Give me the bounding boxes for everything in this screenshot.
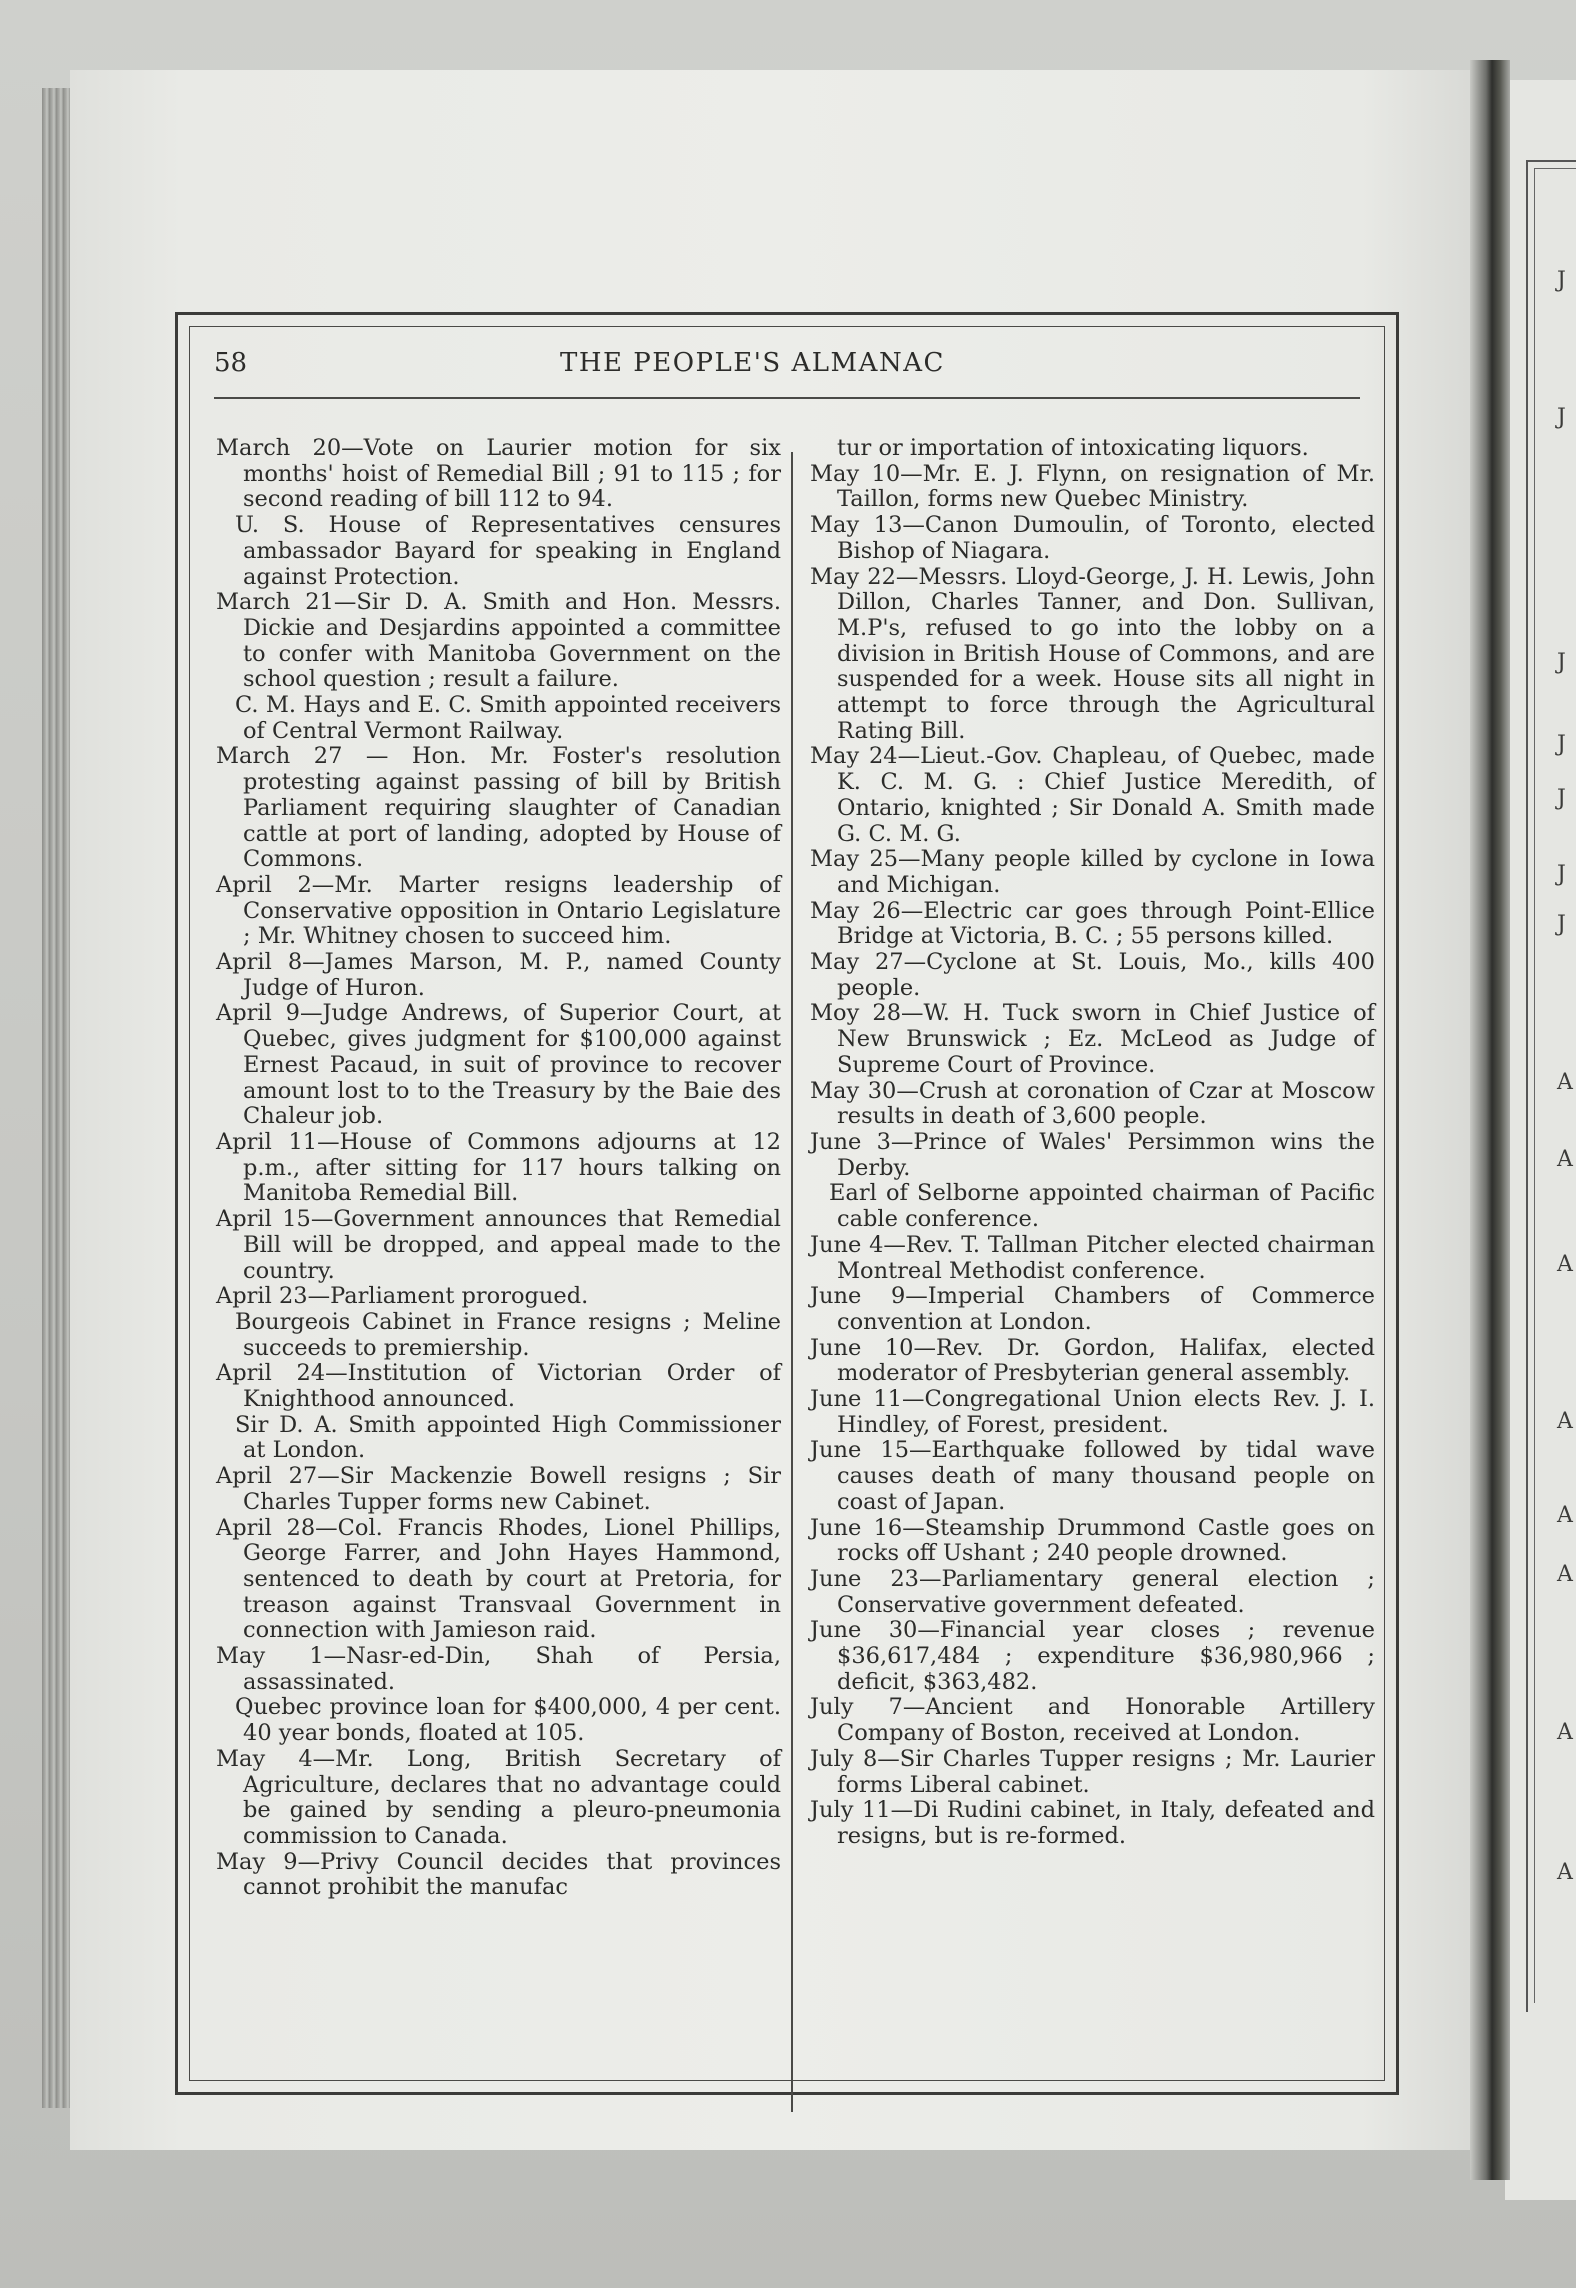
chronology-entry: Bourgeois Cabinet in France resigns ; Meline succeeds to premiership. bbox=[235, 1308, 781, 1361]
chronology-entry: June 23—Parliamentary general election ; Conservative government defeated. bbox=[810, 1565, 1375, 1618]
chronology-entry: June 15—Earthquake followed by tidal wave causes death of many thousand people on coast of Japan. bbox=[810, 1437, 1375, 1515]
chronology-entry: May 22—Messrs. Lloyd-George, J. H. Lewis, John Dillon, Charles Tanner, and Don. Sullivan, M.P's, refused to go into the lobby on a division in British House of Commons, and are suspended for a week. House sits all night in attempt to force through the Agricultural Rating Bill. bbox=[810, 563, 1375, 744]
facing-page-letter: A bbox=[1557, 1409, 1573, 1434]
chronology-entry: March 27 — Hon. Mr. Foster's resolution protesting against passing of bill by British Parliament requiring slaughter of Canadian cattle at port of landing, adopted by House of Commons. bbox=[216, 743, 781, 873]
chronology-entry: Earl of Selborne appointed chairman of Pacific cable conference. bbox=[829, 1180, 1375, 1233]
chronology-entry: June 3—Prince of Wales' Persimmon wins the Derby. bbox=[810, 1128, 1375, 1181]
chronology-entry: June 9—Imperial Chambers of Commerce convention at London. bbox=[810, 1283, 1375, 1335]
facing-page-letter: J bbox=[1557, 786, 1566, 811]
chronology-entry: April 2—Mr. Marter resigns leadership of Conservative opposition in Ontario Legislature ; Mr. Whitney chosen to succeed him. bbox=[216, 871, 781, 950]
column-divider bbox=[791, 452, 793, 2112]
chronology-entry: June 30—Financial year closes ; revenue $36,617,484 ; expenditure $36,980,966 ; deficit, $363,482. bbox=[810, 1617, 1375, 1695]
facing-page-letter: A bbox=[1557, 1562, 1573, 1587]
chronology-entry: May 24—Lieut.-Gov. Chapleau, of Quebec, made K. C. M. G. : Chief Justice Meredith, of Ontario, knighted ; Sir Donald A. Smith made G. C. M. G. bbox=[810, 743, 1375, 847]
chronology-entry: June 10—Rev. Dr. Gordon, Halifax, elected moderator of Presbyterian general assembly. bbox=[810, 1334, 1375, 1387]
right-column bbox=[810, 436, 1375, 1850]
facing-page-letter: A bbox=[1557, 1070, 1573, 1095]
chronology-entry: Moy 28—W. H. Tuck sworn in Chief Justice of New Brunswick ; Ez. McLeod as Judge of Supreme Court of Province. bbox=[810, 1000, 1375, 1078]
chronology-entry: June 4—Rev. T. Tallman Pitcher elected chairman Montreal Methodist conference. bbox=[810, 1231, 1375, 1284]
chronology-entry: U. S. House of Representatives censures ambassador Bayard for speaking in England against Protection. bbox=[235, 512, 781, 590]
chronology-entry: May 10—Mr. E. J. Flynn, on resignation of Mr. Taillon, forms new Quebec Ministry. bbox=[810, 460, 1375, 513]
facing-page-letter: A bbox=[1557, 1147, 1573, 1172]
chronology-entry: May 9—Privy Council decides that provinces cannot prohibit the manufac bbox=[216, 1848, 781, 1901]
facing-page-letter: A bbox=[1557, 1503, 1573, 1528]
chronology-entry: May 4—Mr. Long, British Secretary of Agriculture, declares that no advantage could be gained by sending a pleuro-pneumonia commission to Canada. bbox=[216, 1745, 781, 1849]
chronology-entry: July 8—Sir Charles Tupper resigns ; Mr. Laurier forms Liberal cabinet. bbox=[810, 1745, 1375, 1798]
chronology-entry: June 16—Steamship Drummond Castle goes on rocks off Ushant ; 240 people drowned. bbox=[810, 1514, 1375, 1567]
chronology-entry: May 27—Cyclone at St. Louis, Mo., kills 400 people. bbox=[810, 949, 1375, 1001]
chronology-entry: April 27—Sir Mackenzie Bowell resigns ; Sir Charles Tupper forms new Cabinet. bbox=[216, 1463, 781, 1515]
chronology-entry: April 8—James Marson, M. P., named County Judge of Huron. bbox=[216, 949, 781, 1001]
book-page-edges bbox=[42, 88, 70, 2108]
facing-page-letter: J bbox=[1557, 732, 1566, 757]
chronology-entry: Quebec province loan for $400,000, 4 per cent. 40 year bonds, floated at 105. bbox=[235, 1694, 781, 1747]
header-rule bbox=[214, 397, 1360, 399]
left-column bbox=[216, 436, 781, 1901]
chronology-entry: April 28—Col. Francis Rhodes, Lionel Phillips, George Farrer, and John Hayes Hammond, sentenced to death by court at Pretoria, for treason against Transvaal Government in connection with Jamieson raid. bbox=[216, 1514, 781, 1644]
chronology-entry: July 11—Di Rudini cabinet, in Italy, defeated and resigns, but is re-formed. bbox=[810, 1797, 1375, 1849]
facing-page-letter: A bbox=[1557, 1860, 1573, 1885]
running-head: THE PEOPLE'S ALMANAC bbox=[560, 348, 945, 378]
facing-page-letter: J bbox=[1557, 650, 1566, 675]
facing-page-letter: A bbox=[1557, 1252, 1573, 1277]
chronology-entry: March 20—Vote on Laurier motion for six months' hoist of Remedial Bill ; 91 to 115 ; for second reading of bill 112 to 94. bbox=[216, 435, 781, 513]
chronology-entry: July 7—Ancient and Honorable Artillery Company of Boston, received at London. bbox=[810, 1694, 1375, 1747]
chronology-entry: April 11—House of Commons adjourns at 12 p.m., after sitting for 117 hours talking on Manitoba Remedial Bill. bbox=[216, 1128, 781, 1207]
facing-page-letter: J bbox=[1557, 912, 1566, 937]
facing-page-letter: J bbox=[1557, 405, 1566, 430]
chronology-entry: C. M. Hays and E. C. Smith appointed receivers of Central Vermont Railway. bbox=[235, 692, 781, 744]
chronology-entry: April 15—Government announces that Remedial Bill will be dropped, and appeal made to the country. bbox=[216, 1206, 781, 1284]
facing-page-letter: J bbox=[1557, 268, 1566, 293]
chronology-entry: March 21—Sir D. A. Smith and Hon. Messrs. Dickie and Desjardins appointed a committee to confer with Manitoba Government on the school question ; result a failure. bbox=[216, 589, 781, 693]
chronology-entry: May 1—Nasr-ed-Din, Shah of Persia, assassinated. bbox=[216, 1643, 781, 1695]
chronology-entry: May 25—Many people killed by cyclone in Iowa and Michigan. bbox=[810, 846, 1375, 898]
chronology-entry: tur or importation of intoxicating liquors. bbox=[837, 435, 1309, 461]
chronology-entry: April 9—Judge Andrews, of Superior Court, at Quebec, gives judgment for $100,000 against Ernest Pacaud, in suit of province to recover amount lost to to the Treasury by the Baie des Chaleur job. bbox=[216, 1000, 781, 1130]
chronology-entry: April 23—Parliament prorogued. bbox=[216, 1283, 589, 1310]
chronology-entry: May 26—Electric car goes through Point-Ellice Bridge at Victoria, B. C. ; 55 persons killed. bbox=[810, 897, 1375, 950]
facing-page-letter: A bbox=[1557, 1720, 1573, 1745]
chronology-entry: April 24—Institution of Victorian Order of Knighthood announced. bbox=[216, 1360, 781, 1413]
facing-page-letter: J bbox=[1557, 862, 1566, 887]
book-gutter bbox=[1470, 60, 1510, 2180]
chronology-entry: June 11—Congregational Union elects Rev. J. I. Hindley, of Forest, president. bbox=[810, 1386, 1375, 1438]
chronology-entry: May 30—Crush at coronation of Czar at Moscow results in death of 3,600 people. bbox=[810, 1077, 1375, 1130]
page-number: 58 bbox=[214, 348, 248, 378]
chronology-entry: Sir D. A. Smith appointed High Commissioner at London. bbox=[235, 1411, 781, 1464]
chronology-entry: May 13—Canon Dumoulin, of Toronto, elected Bishop of Niagara. bbox=[810, 512, 1375, 564]
